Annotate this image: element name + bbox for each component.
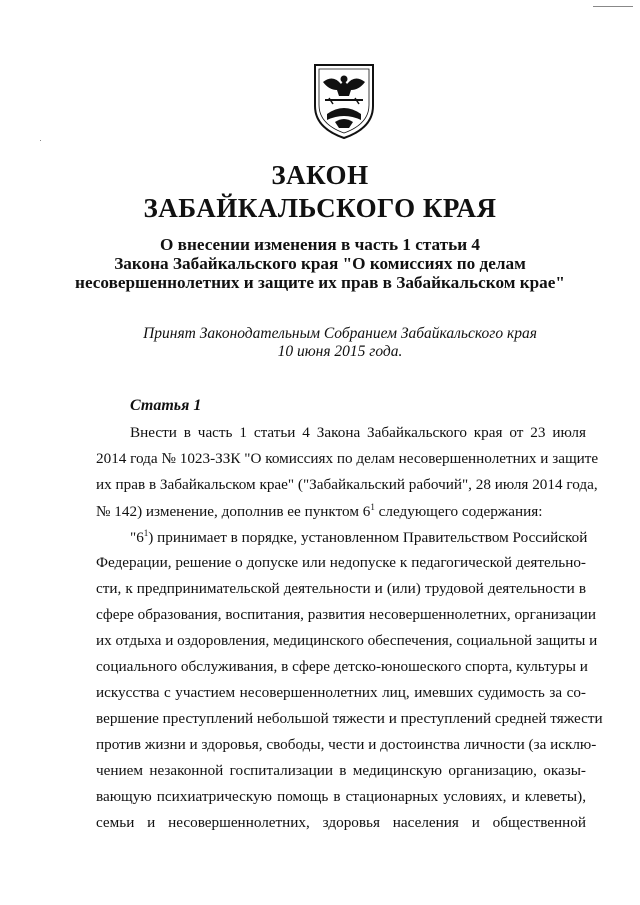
paragraph-line: социального обслуживания, в сфере детско-юношеского спорта, культуры и [96,658,588,675]
scan-mark [593,6,633,7]
coat-of-arms-icon [311,62,377,140]
paragraph-line: семьи и несовершеннолетних, здоровья населения и общественной [96,814,586,831]
text-run: № 142) изменение, дополнив ее пунктом 6 [96,503,371,521]
text-run: ) принимает в порядке, установленном Правительством Российской [148,529,588,547]
adoption-line: Принят Законодательным Собранием Забайкальского края [143,325,537,342]
paragraph-line [130,528,586,547]
paragraph-line: их отдыха и оздоровления, медицинского обеспечения, социальной защиты и [96,632,598,649]
paragraph-line: Федерации, решение о допуске или недопуске к педагогической деятельно- [96,554,586,571]
superscript: 1 [370,502,375,512]
paragraph-line: 2014 года № 1023-ЗЗК "О комиссиях по делам несовершеннолетних и защите [96,450,599,467]
paragraph-line: Внести в часть 1 статьи 4 Закона Забайкальского края от 23 июля [130,424,586,441]
paragraph-line: вершение преступлений небольшой тяжести и преступлений средней тяжести [96,710,603,727]
subtitle-line: О внесении изменения в часть 1 статьи 4 [160,235,480,254]
paragraph-line [96,502,586,521]
paragraph-line: их прав в Забайкальском крае" ("Забайкальский рабочий", 28 июля 2014 года, [96,476,598,493]
paragraph-line: чением незаконной госпитализации в медицинскую организацию, оказы- [96,762,586,779]
text-run: следующего содержания: [374,503,543,521]
law-subtitle [0,235,640,292]
article-heading: Статья 1 [130,397,202,414]
adoption-note [40,325,640,361]
subtitle-line: несовершеннолетних и защите их прав в Забайкальском крае" [75,273,565,292]
paragraph-line: против жизни и здоровья, свободы, чести и достоинства личности (за исклю- [96,736,597,753]
superscript: 1 [143,528,149,538]
subtitle-line: Закона Забайкальского края "О комиссиях по делам [114,254,526,273]
text-run: "6 [130,529,144,547]
adoption-date: 10 июня 2015 года. [277,343,403,360]
law-region-title: ЗАБАЙКАЛЬСКОГО КРАЯ [143,193,497,223]
law-title: ЗАКОН [271,160,369,190]
scan-speck [40,140,41,141]
paragraph-line: искусства с участием несовершеннолетних лиц, имевших судимость за со- [96,684,586,701]
paragraph-line: сфере образования, воспитания, развития несовершеннолетних, организации [96,606,596,623]
paragraph-line: вающую психиатрическую помощь в стационарных условиях, и клеветы), [96,788,586,805]
paragraph-line: сти, к предпринимательской деятельности и (или) трудовой деятельности в [96,580,586,597]
